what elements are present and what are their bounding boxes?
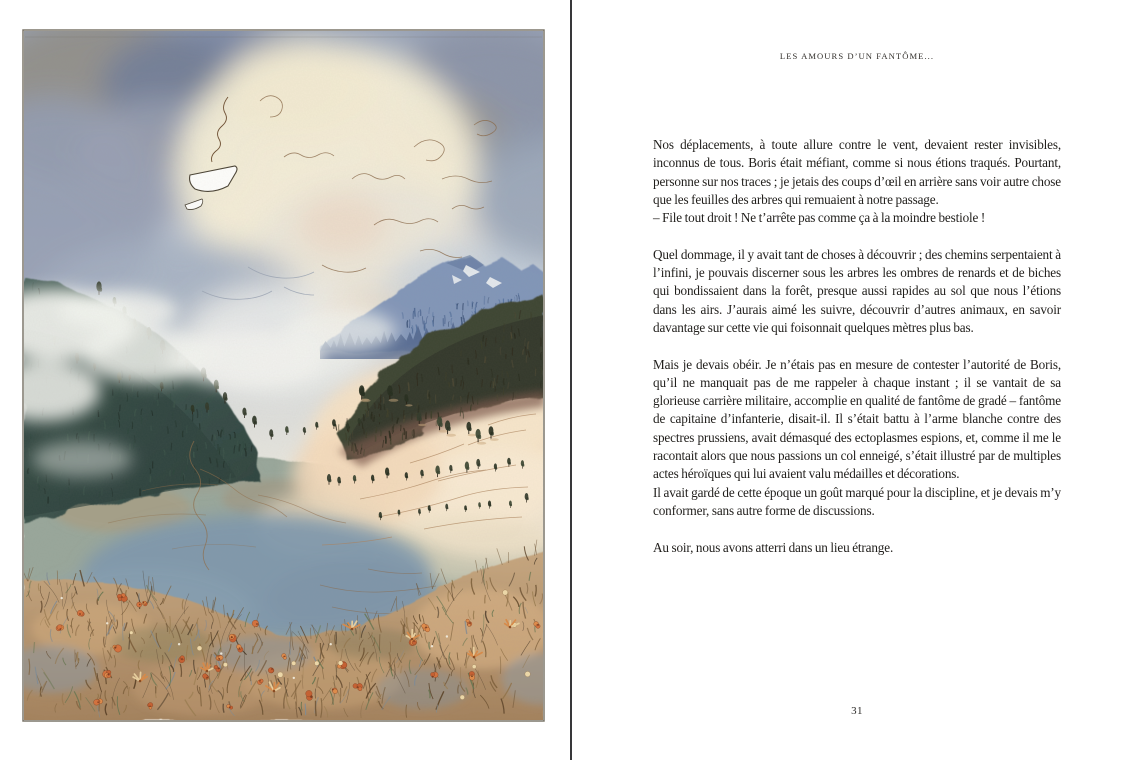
watercolor-illustration [22,29,545,722]
paper-grain [24,31,543,720]
paragraph: Mais je devais obéir. Je n’étais pas en mesure de contester l’autorité de Boris, qu’il ne manquait pas de me rappeler à chaque instant ; il se vantait de sa glorieuse carrière militaire, accomplie en qualité de fantôme de gradé – fantôme de capitaine d’infanterie, disait-il. Il s’était battu à l’arme blanche contre des spectres prussiens, avait démasqué des ectoplasmes espions, et, comme il me le racontait alors que nous passions un col enneigé, s’était illustré par de multiples actes héroïques qui lui avaient valu médailles et décorations. [653,356,1061,482]
page-number: 31 [851,705,863,717]
paragraph: Au soir, nous avons atterri dans un lieu étrange. [653,539,894,555]
body-text [653,136,1061,557]
page-right [572,0,1133,760]
paragraph: Nos déplacements, à toute allure contre le vent, devaient rester invisibles, inconnus de tous. Boris était méfiant, comme si nous étions traqués. Pourtant, personne sur nos traces ; je jetais des coups d’œil en arrière sans voir autre chose que les feuilles des arbres qui remuaient à notre passage. [653,137,1061,207]
dialogue-line: – File tout droit ! Ne t’arrête pas comme ça à la moindre bestiole ! [653,210,986,226]
paragraph: Quel dommage, il y avait tant de choses à découvrir ; des chemins serpentaient à l’infini, je pouvais discerner sous les arbres les ombres de renards et de biches qui bondissaient dans la forêt, presque aussi rapides au sol que nous l’étions dans les airs. J’aurais aimé les suivre, découvrir d’autres animaux, en savoir davantage sur cette vie qui foisonnait quelques mètres plus bas. [653,246,1061,335]
running-header: LES AMOURS D’UN FANTÔME... [779,51,935,61]
paragraph: Il avait gardé de cette époque un goût marqué pour la discipline, et je devais m’y conformer, sans autre forme de discussions. [653,484,1061,518]
